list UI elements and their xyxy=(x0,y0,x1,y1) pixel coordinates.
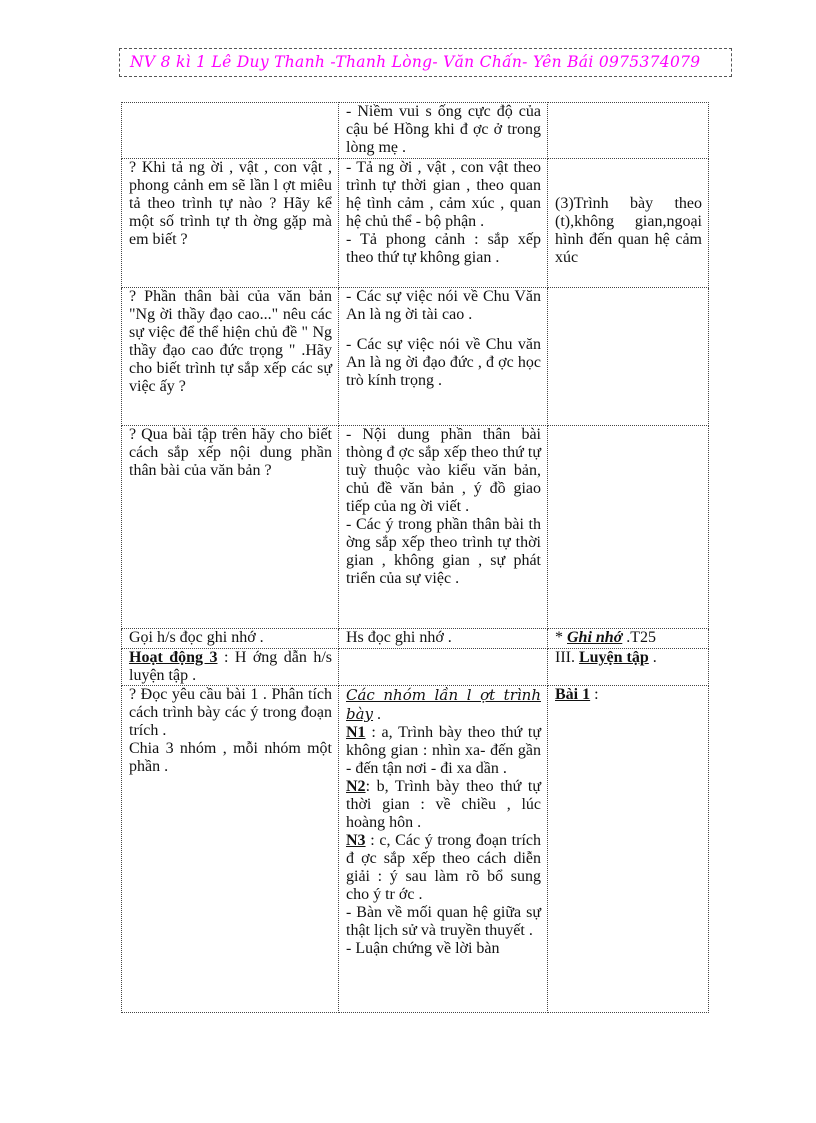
cell-text: - Tả ng ời , vật , con vật theo trình tự thời gian , theo quan hệ tình cảm , cảm xúc , quan hệ chủ thể - bộ phận . xyxy=(346,159,541,230)
ghi-nho-label: Ghi nhớ xyxy=(567,629,623,646)
cell-text: - Các ý trong phần thân bài th ờng sắp xếp theo trình tự thời gian , không gian , sự phát triển của sự việc . xyxy=(346,516,541,587)
table-row xyxy=(122,649,709,686)
teacher-activity-cell xyxy=(122,686,339,1013)
header-text: NV 8 kì 1 Lê Duy Thanh -Thanh Lòng- Văn Chấn- Yên Bái 0975374079 xyxy=(130,53,701,71)
teacher-activity-cell xyxy=(122,159,339,288)
section-heading: Luyện tập xyxy=(578,649,649,666)
table-row xyxy=(122,426,709,629)
table-row xyxy=(122,288,709,426)
content-cell: Bài 1 : xyxy=(548,686,709,1013)
group-answer: N1 : a, Trình bày theo thứ tự không gian : nhìn xa- đến gần - đến tận nơi - đi xa dần . xyxy=(346,724,541,777)
content-cell xyxy=(548,426,709,629)
cell-text: Gọi h/s đọc ghi nhớ . xyxy=(129,629,264,646)
student-activity-cell xyxy=(339,159,548,288)
table-row xyxy=(122,629,709,649)
cell-text: - Luận chứng về lời bàn xyxy=(346,940,500,957)
cell-text: Hs đọc ghi nhớ . xyxy=(346,629,452,646)
group-label: N2 xyxy=(346,778,366,795)
table-row xyxy=(122,686,709,1013)
content-cell xyxy=(548,288,709,426)
cell-text: - Tả phong cảnh : sắp xếp theo thứ tự không gian . xyxy=(346,231,541,266)
table-row xyxy=(122,159,709,288)
student-activity-cell xyxy=(339,103,548,159)
teacher-activity-cell xyxy=(122,629,339,649)
page-ref: .T25 xyxy=(622,629,657,646)
group-answer: N2: b, Trình bày theo thứ tự thời gian : về chiều , lúc hoàng hôn . xyxy=(346,778,541,831)
cell-text: Chia 3 nhóm , mỗi nhóm một phần . xyxy=(129,740,332,775)
group-answer: N3 : c, Các ý trong đoạn trích đ ợc sắp xếp theo cách diễn giải : ý sau làm rõ bổ sung cho ý tr ớc . xyxy=(346,832,541,903)
exercise-heading: Bài 1 xyxy=(555,686,591,703)
teacher-activity-cell xyxy=(122,288,339,426)
lesson-table xyxy=(121,102,709,1013)
teacher-activity-cell xyxy=(122,426,339,629)
student-activity-cell xyxy=(339,426,548,629)
cell-text: ? Khi tả ng ời , vật , con vật , phong cảnh em sẽ lần l ợt miêu tả theo trình tự nào ? Hãy kể một số trình tự th ờng gặp mà em biết ? xyxy=(129,159,332,248)
cell-text: - Các sự việc nói về Chu Văn An là ng ời tài cao . xyxy=(346,288,541,323)
student-activity-cell xyxy=(339,629,548,649)
page-header xyxy=(119,48,732,77)
cell-text: ? Qua bài tập trên hãy cho biết cách sắp xếp nội dung phần thân bài của văn bản ? xyxy=(129,426,332,479)
student-activity-cell xyxy=(339,288,548,426)
content-cell xyxy=(548,103,709,159)
cell-text: : H ớng dẫn h/s luyện tập . xyxy=(129,649,332,684)
content-cell xyxy=(548,629,709,649)
cell-text: ? Phần thân bài của văn bản "Ng ời thầy đạo cao..." nêu các sự việc để thể hiện chủ đề " Ng thầy đạo cao đức trọng " .Hãy cho biết trình tự sắp xếp các sự việc ấy ? xyxy=(129,288,332,395)
cell-text: - Bàn về mối quan hệ giữa sự thật lịch sử và truyền thuyết . xyxy=(346,904,541,939)
cell-text: - Niềm vui s ống cực độ của cậu bé Hồng khi đ ợc ở trong lòng mẹ . xyxy=(346,103,541,156)
student-activity-cell xyxy=(339,649,548,686)
activity-heading: Hoạt động 3 xyxy=(129,649,218,666)
table-row xyxy=(122,103,709,159)
student-activity-cell: Các nhóm lần l ợt trình bày . N1 : a, Trình bày theo thứ tự không gian : nhìn xa- đến gần - đến tận nơi - đi xa dần . N2: b, Trình bày theo thứ tự thời gian : về chiều , lúc hoàng hôn . N3 : c, Các ý trong đoạn trích đ ợc sắp xếp theo cách diễn giải : ý sau làm rõ bổ sung cho ý tr ớc . - Bàn về mối quan hệ giữa sự thật lịch sử và truyền thuyết . - Luận chứng về lời bàn xyxy=(339,686,548,1013)
cell-text: - Các sự việc nói về Chu văn An là ng ời đạo đức , đ ợc học trò kính trọng . xyxy=(346,336,541,389)
group-label: N1 xyxy=(346,724,366,741)
content-cell xyxy=(548,159,709,288)
group-label: N3 xyxy=(346,832,366,849)
cell-text: - Nội dung phần thân bài thòng đ ợc sắp xếp theo thứ tự tuỳ thuộc vào kiểu văn bản, chủ đề văn bản , ý đồ giao tiếp của ng ời viết . xyxy=(346,426,541,515)
teacher-activity-cell xyxy=(122,649,339,686)
cell-text: (3)Trình bày theo (t),không gian,ngoại hình đến quan hệ cảm xúc xyxy=(555,195,702,266)
content-cell: III. Luyện tập . xyxy=(548,649,709,686)
section-number: III. xyxy=(555,649,579,666)
cell-text: ? Đọc yêu cầu bài 1 . Phân tích cách trình bày các ý trong đoạn trích . xyxy=(129,686,332,739)
teacher-activity-cell xyxy=(122,103,339,159)
bullet: * xyxy=(555,629,567,646)
groups-intro: Các nhóm lần l ợt trình bày xyxy=(346,686,541,723)
